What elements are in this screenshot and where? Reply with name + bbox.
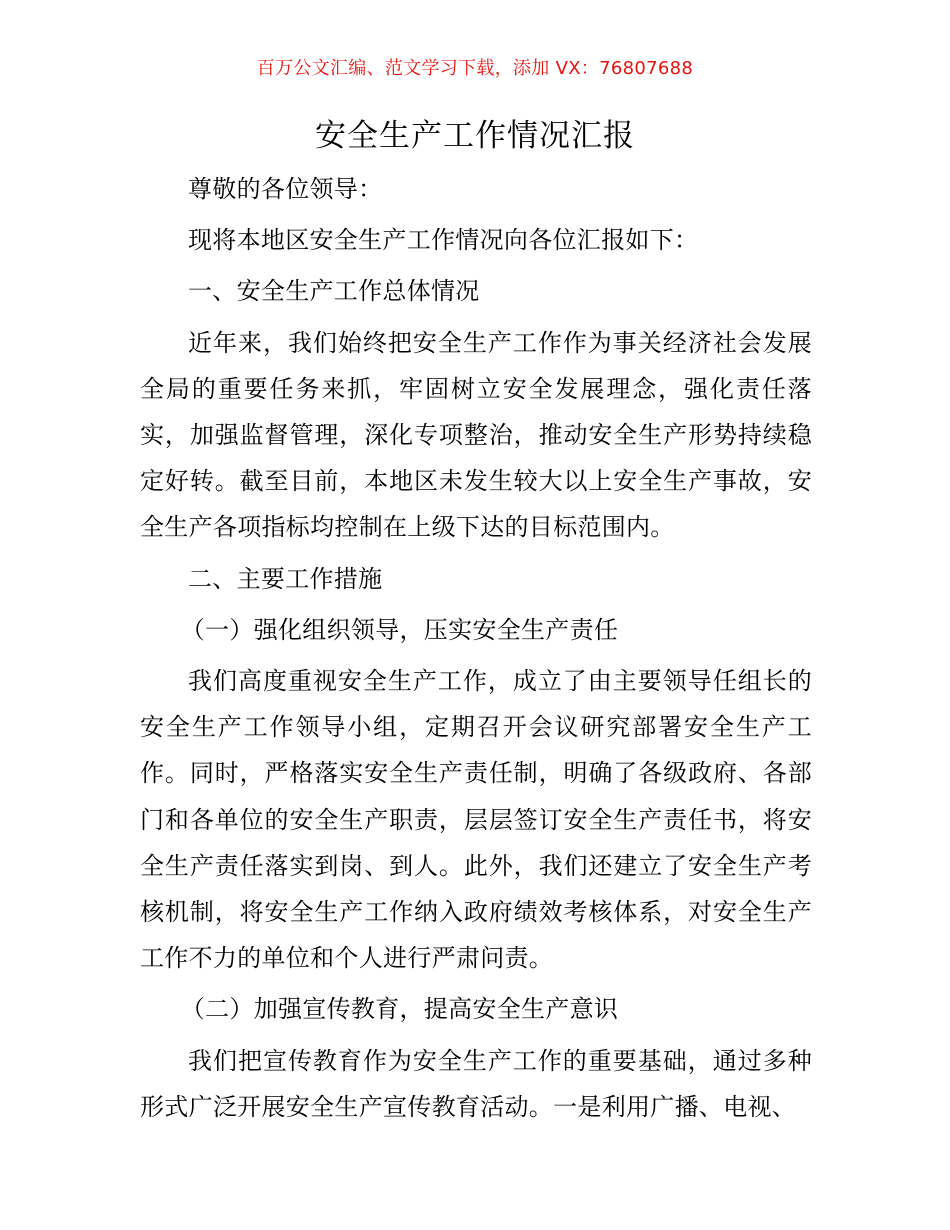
section-2-heading: 二、主要工作措施 [188, 564, 383, 593]
subsection-2-paragraph: 我们把宣传教育作为安全生产工作的重要基础，通过多种形式广泛开展安全生产宣传教育活动。一是利用广播、电视、 [140, 1046, 812, 1121]
intro-paragraph: 现将本地区安全生产工作情况向各位汇报如下： [188, 226, 699, 255]
document-body [140, 166, 812, 1135]
document-title: 安全生产工作情况汇报 [315, 118, 635, 154]
subsection-1-paragraph: 我们高度重视安全生产工作，成立了由主要领导任组长的安全生产工作领导小组，定期召开会议研究部署安全生产工作。同时，严格落实安全生产责任制，明确了各级政府、各部门和各单位的安全生产职责，层层签订安全生产责任书，将安全生产责任落实到岗、到人。此外，我们还建立了安全生产考核机制，将安全生产工作纳入政府绩效考核体系，对安全生产工作不力的单位和个人进行严肃问责。 [140, 667, 812, 973]
salutation: 尊敬的各位领导： [188, 175, 383, 203]
subsection-1-heading: （一）强化组织领导，压实安全生产责任 [180, 615, 619, 644]
section-1-paragraph: 近年来，我们始终把安全生产工作作为事关经济社会发展全局的重要任务来抓，牢固树立安全发展理念，强化责任落实，加强监督管理，深化专项整治，推动安全生产形势持续稳定好转。截至目前，本地区未发生较大以上安全生产事故，安全生产各项指标均控制在上级下达的目标范围内。 [140, 328, 812, 542]
subsection-2-heading: （二）加强宣传教育，提高安全生产意识 [180, 995, 619, 1024]
header-promo-note: 百万公文汇编、范文学习下载，添加 VX：76807688 [256, 58, 694, 79]
section-1-heading: 一、安全生产工作总体情况 [188, 277, 480, 306]
